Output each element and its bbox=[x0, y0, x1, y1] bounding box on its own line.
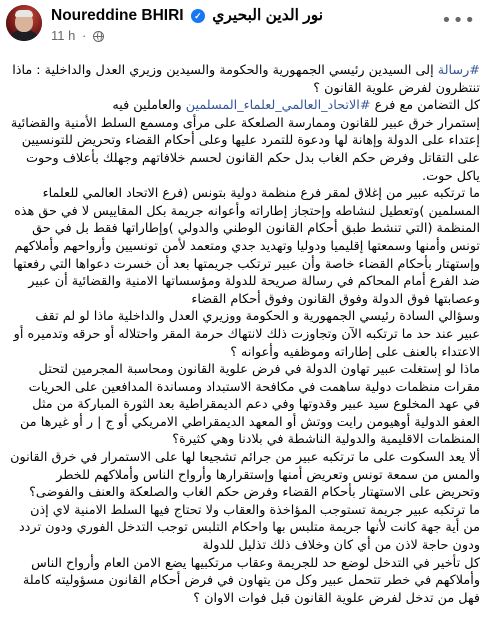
paragraph-1-text: إلى السيدين رئيسي الجمهورية والحكومة والسيدين وزيري العدل والداخلية : ماذا تنتظرون لفرض علوية القانون ؟ bbox=[12, 63, 480, 96]
author-avatar[interactable] bbox=[6, 5, 42, 41]
author-name[interactable]: Noureddine BHIRI bbox=[51, 7, 184, 24]
verified-badge-icon: ✓ bbox=[191, 9, 205, 23]
post-header bbox=[0, 0, 486, 52]
post-time[interactable]: 11 h bbox=[51, 28, 76, 43]
paragraph-3: إستمرار خرق عبير للقانون وممارسة الصلعكة على مرأى ومسمع السلط الأمنية والقضائية إعتداء على الدولة وإهانة لها ودعوة للتمرد عليها وعلى أحكام القضاء وتحريض للتونسيين على التقاتل وفرض حكم الغاب بدل حكم القانون لحسم خلافاتهم وجهلك بأعلاف وحوت ياكل حوت. bbox=[10, 115, 480, 184]
paragraph-7: ألا يعد السكوت على ما ترتكبه عبير من جرائم تشجيعا لها على الاستمرار في خرق القانون والمس من سمعة تونس وتعريض أمنها وإستقرارها وأرواح الناس وأملاكهم للخطر وتحريض على الاستهتار بأحكام القضاء وفرض حكم الغاب والصلعكة والعنف والفوضى؟ bbox=[10, 450, 480, 501]
paragraph-4: ما ترتكبه عبير من إغلاق لمقر فرع منظمة دولية بتونس (فرع الاتحاد العالمي للعلماء المسلمين )وتعطيل لنشاطه وإحتجاز إطاراته وأعوانه جريمة بكل المقاييس لا في حق هذه المنظمة (التي تنشط طبق أحكام القانون الوطني والدولي )وإطاراتها فقط بل في حق تونس وأمنها وسمعتها إقليميا ودوليا وتهديد جدي ومتعمد لأمن تونسيين وأرواحهم وأملاكهم وإستهتار بأحكام القضاء خاصة وأن عبير ترتكب جريمتها بعد أن خسرت دعواها التي رفعتها ضد الفرع أمام المحاكم في رسالة صريحة للدولة ومؤسساتها الامنية والقضائية أن عبير وعصابتها فوق الدولة وفوق القانون وفوق أحكام القضاء bbox=[13, 186, 480, 307]
paragraph-2-after: والعاملين فيه bbox=[112, 98, 186, 114]
post-body bbox=[10, 62, 480, 607]
paragraph-9: كل تأخير في التدخل لوضع حد للجريمة وعقاب مرتكبيها يضع الامن العام وأرواح الناس وأملاكهم في خطر تتحمل عبير وكل من يتهاون في فرض أحكام القانون مسؤوليته كاملة bbox=[22, 555, 480, 589]
paragraph-8: ما ترتكبه عبير جريمة تستوجب المؤاخذة والعقاب ولا تحتاج فيها السلط الامنية لاي إذن من أية جهة كانت لأنها جريمة متلبس بها واحكام التلبس توجب التدخل الفوري ودون تردد ودون حاجة لاذن من أي كان وخلاف ذلك تذليل للدولة bbox=[18, 502, 480, 554]
globe-icon[interactable] bbox=[93, 31, 104, 42]
hashtag-risala[interactable]: #رسالة bbox=[437, 63, 480, 78]
avatar-hair bbox=[15, 10, 33, 17]
more-options-icon[interactable]: ••• bbox=[441, 10, 476, 31]
paragraph-6: ماذا لو إستغلت عبير تهاون الدولة في فرض علوية القانون ومحاسبة المجرمين لتحتل مقرات منظمات دولية ساهمت في مكافحة الاستبداد ومساندة المدافعين على الحريات في عهد المخلوع سيد عبير وقدوتها وفي دعم الديمقراطية بعد الثورة المباركة من مثل العفو الدولية أوهيومن رايت ووتش أو المعهد الديمقراطي الامريكي أو ج | ر أو غيرها من المنظمات الاقليمية والدولية الناشطة في بلادنا وهي كثيرة؟ bbox=[20, 362, 480, 448]
paragraph-1 bbox=[10, 62, 480, 97]
paragraph-10: فهل من تدخل لفرض علوية القانون قبل فوات الاوان ؟ bbox=[193, 590, 480, 606]
author-name-arabic[interactable]: نور الدين البحيري bbox=[212, 7, 324, 24]
paragraph-2 bbox=[10, 97, 480, 115]
hashtag-union[interactable]: #الاتحاد_العالمي_لعلماء_المسلمين bbox=[185, 98, 371, 114]
meta-separator: · bbox=[81, 28, 87, 43]
post-meta bbox=[51, 28, 104, 43]
author-name-row bbox=[51, 6, 323, 25]
paragraph-5: وسؤالي السادة رئيسي الجمهورية و الحكومة ووزيري العدل والداخلية ماذا لو لم تقف عبير عند حد ما ترتكبه الآن وتجاوزت ذلك لانتهاك حرمة المقر واحتلاله أو حرقه وتدميره أو الاعتداء بالعنف على إطاراته وموظفيه وأعوانه ؟ bbox=[13, 309, 480, 360]
paragraph-2-before: كل التضامن مع فرع bbox=[370, 98, 480, 114]
